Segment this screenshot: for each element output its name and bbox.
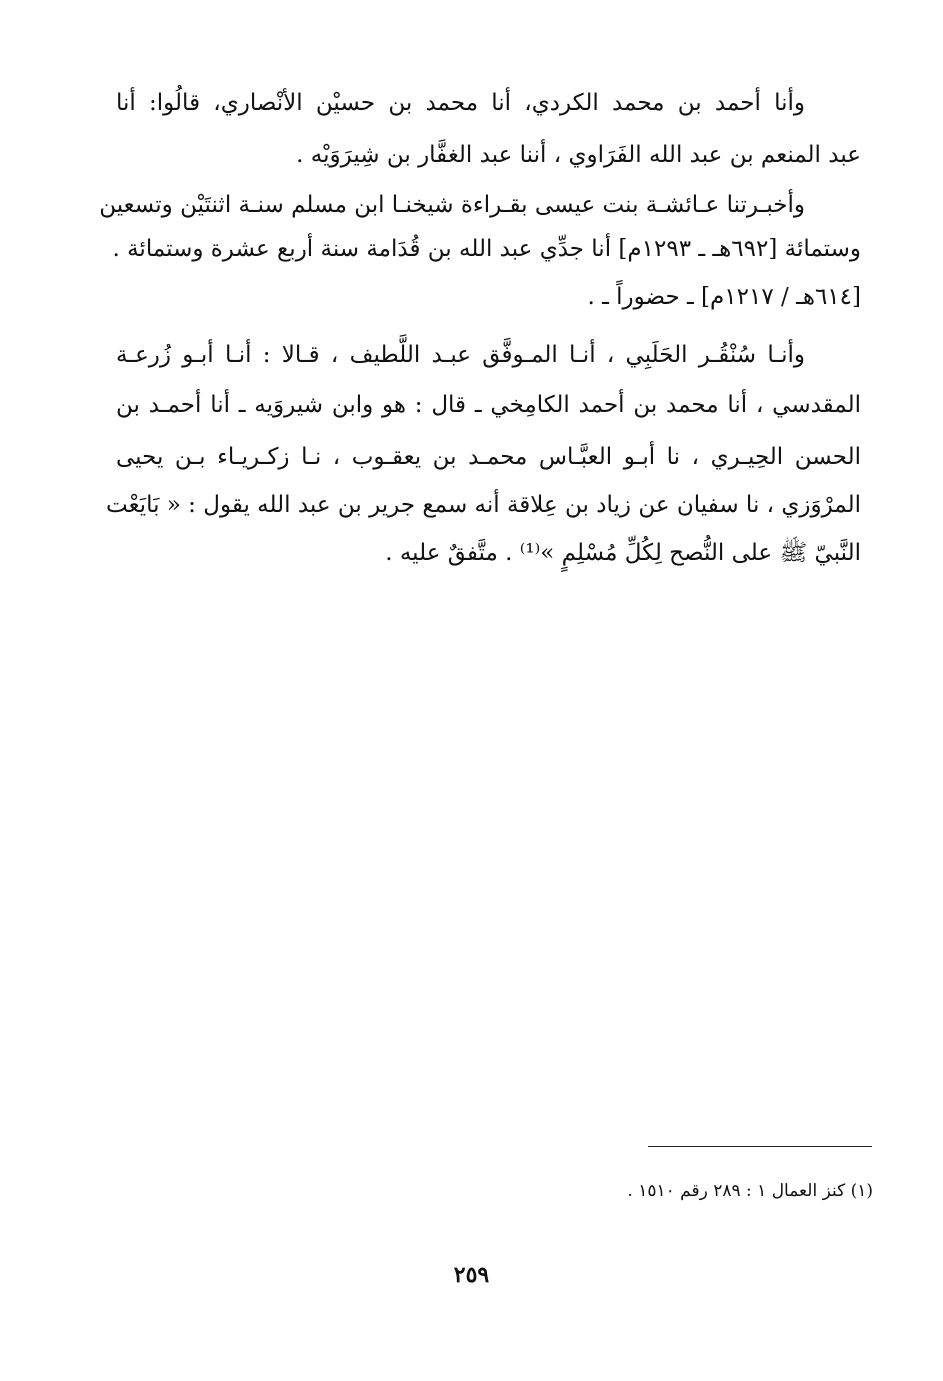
page-number: ٢٥٩ [453,1262,490,1288]
text-line: وأنا أحمد بن محمد الكردي، أنا محمد بن حسيْن الأنْصاري، قالُوا: أنا [116,90,805,116]
text-line: المقدسي ، أنا محمد بن أحمد الكامِخي ـ قال : هو وابن شيروَيه ـ أنا أحمـد بن [116,392,861,418]
footnote: (١) كنز العمال ١ : ٢٨٩ رقم ١٥١٠ . [627,1181,873,1201]
footnote-separator [648,1146,872,1147]
text-line: [٦١٤هـ / ١٢١٧م] ـ حضوراً ـ . [587,284,861,310]
text-line: وأنـا سُنْقُـر الحَلَبِي ، أنـا المـوفَّق عبـد اللَّطيف ، قـالا : أنـا أبـو زُرعـة [116,342,805,368]
text-line: الحسن الحِيـري ، نا أبـو العبَّـاس محمـد بن يعقـوب ، نـا زكـريـاء بـن يحيى [116,444,861,470]
text-line: وستمائة [٦٩٢هـ ـ ١٢٩٣م] أنا جدِّي عبد الله بن قُدَامة سنة أربع عشرة وستمائة . [112,236,861,262]
text-line: وأخبـرتنا عـائشـة بنت عيسى بقـراءة شيخنـا ابن مسلم سنـة اثنتَيْن وتسعين [99,192,805,218]
text-line: عبد المنعم بن عبد الله الفَرَاوي ، أننا عبد الغفَّار بن شِيرَوَيْه . [296,142,861,168]
text-line: النَّبيّ ﷺ على النُّصح لِكُلِّ مُسْلِمٍ »⁽¹⁾ . متَّفقٌ عليه . [385,540,861,566]
text-line: المرْوَزي ، نا سفيان عن زياد بن عِلاقة أنه سمع جرير بن عبد الله يقول : « بَايَعْت [105,492,861,518]
